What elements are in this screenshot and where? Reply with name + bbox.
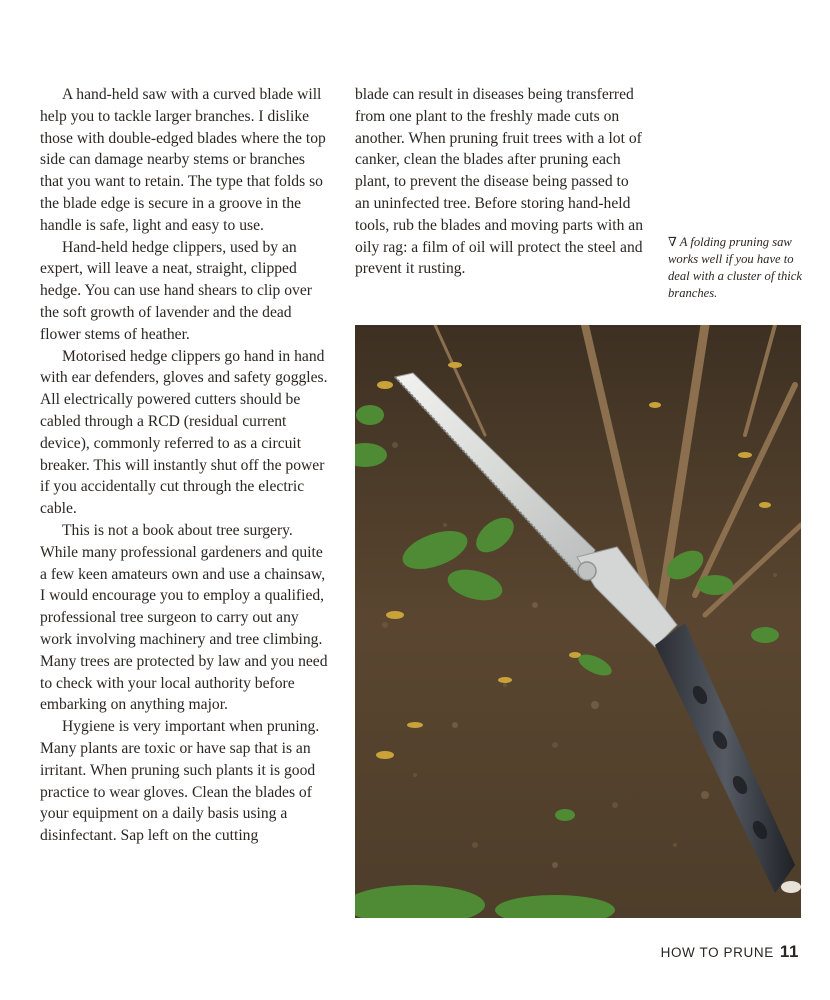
page-number: 11 (779, 942, 799, 961)
text-column-left (40, 84, 332, 847)
paragraph: blade can result in diseases being transferred from one plant to the freshly made cuts on another. When pruning fruit trees with a lot of canker, clean the blades after pruning each plant, to prevent the disease being passed to an uninfected tree. Before storing hand-held tools, rub the blades and moving parts with an oily rag: a film of oil will protect the steel and prevent it rusting. (355, 86, 644, 278)
running-section-title: HOW TO PRUNE (660, 945, 774, 960)
paragraph: Hand-held hedge clippers, used by an expert, will leave a neat, straight, clipped hedge. You can use hand shears to clip over the soft growth of lavender and the dead flower stems of heather. (40, 238, 312, 343)
photo-caption (668, 234, 808, 302)
caption-triangle-icon: ∇ (668, 235, 677, 249)
paragraph: A hand-held saw with a curved blade will help you to tackle larger branches. I dislike those with double-edged blades where the top side can damage nearby stems or branches that you want to retain. The type that folds so the blade edge is secure in a groove in the handle is safe, light and easy to use. (40, 86, 326, 234)
paragraph: Hygiene is very important when pruning. Many plants are toxic or have sap that is an irritant. When pruning such plants it is good practice to wear gloves. Clean the blades of your equipment on a daily basis using a disinfectant. Sap left on the cutting (40, 718, 320, 845)
paragraph: Motorised hedge clippers go hand in hand with ear defenders, gloves and safety goggles. All electrically powered cutters should be cabled through a RCD (residual current device), commonly referred to as a circuit breaker. This will instantly shut off the power if you accidentally cut through the electric cable. (40, 347, 328, 518)
paragraph: This is not a book about tree surgery. While many professional gardeners and quite a few keen amateurs own and use a chainsaw, I would encourage you to employ a qualified, professional tree surgeon to carry out any work involving machinery and tree climbing. Many trees are protected by law and you need to check with your local authority before embarking on anything major. (40, 521, 328, 714)
page-footer (661, 942, 799, 962)
text-column-right (355, 84, 647, 280)
caption-text: A folding pruning saw works well if you have to deal with a cluster of thick branches. (668, 235, 802, 300)
pruning-saw-photo (355, 325, 801, 918)
